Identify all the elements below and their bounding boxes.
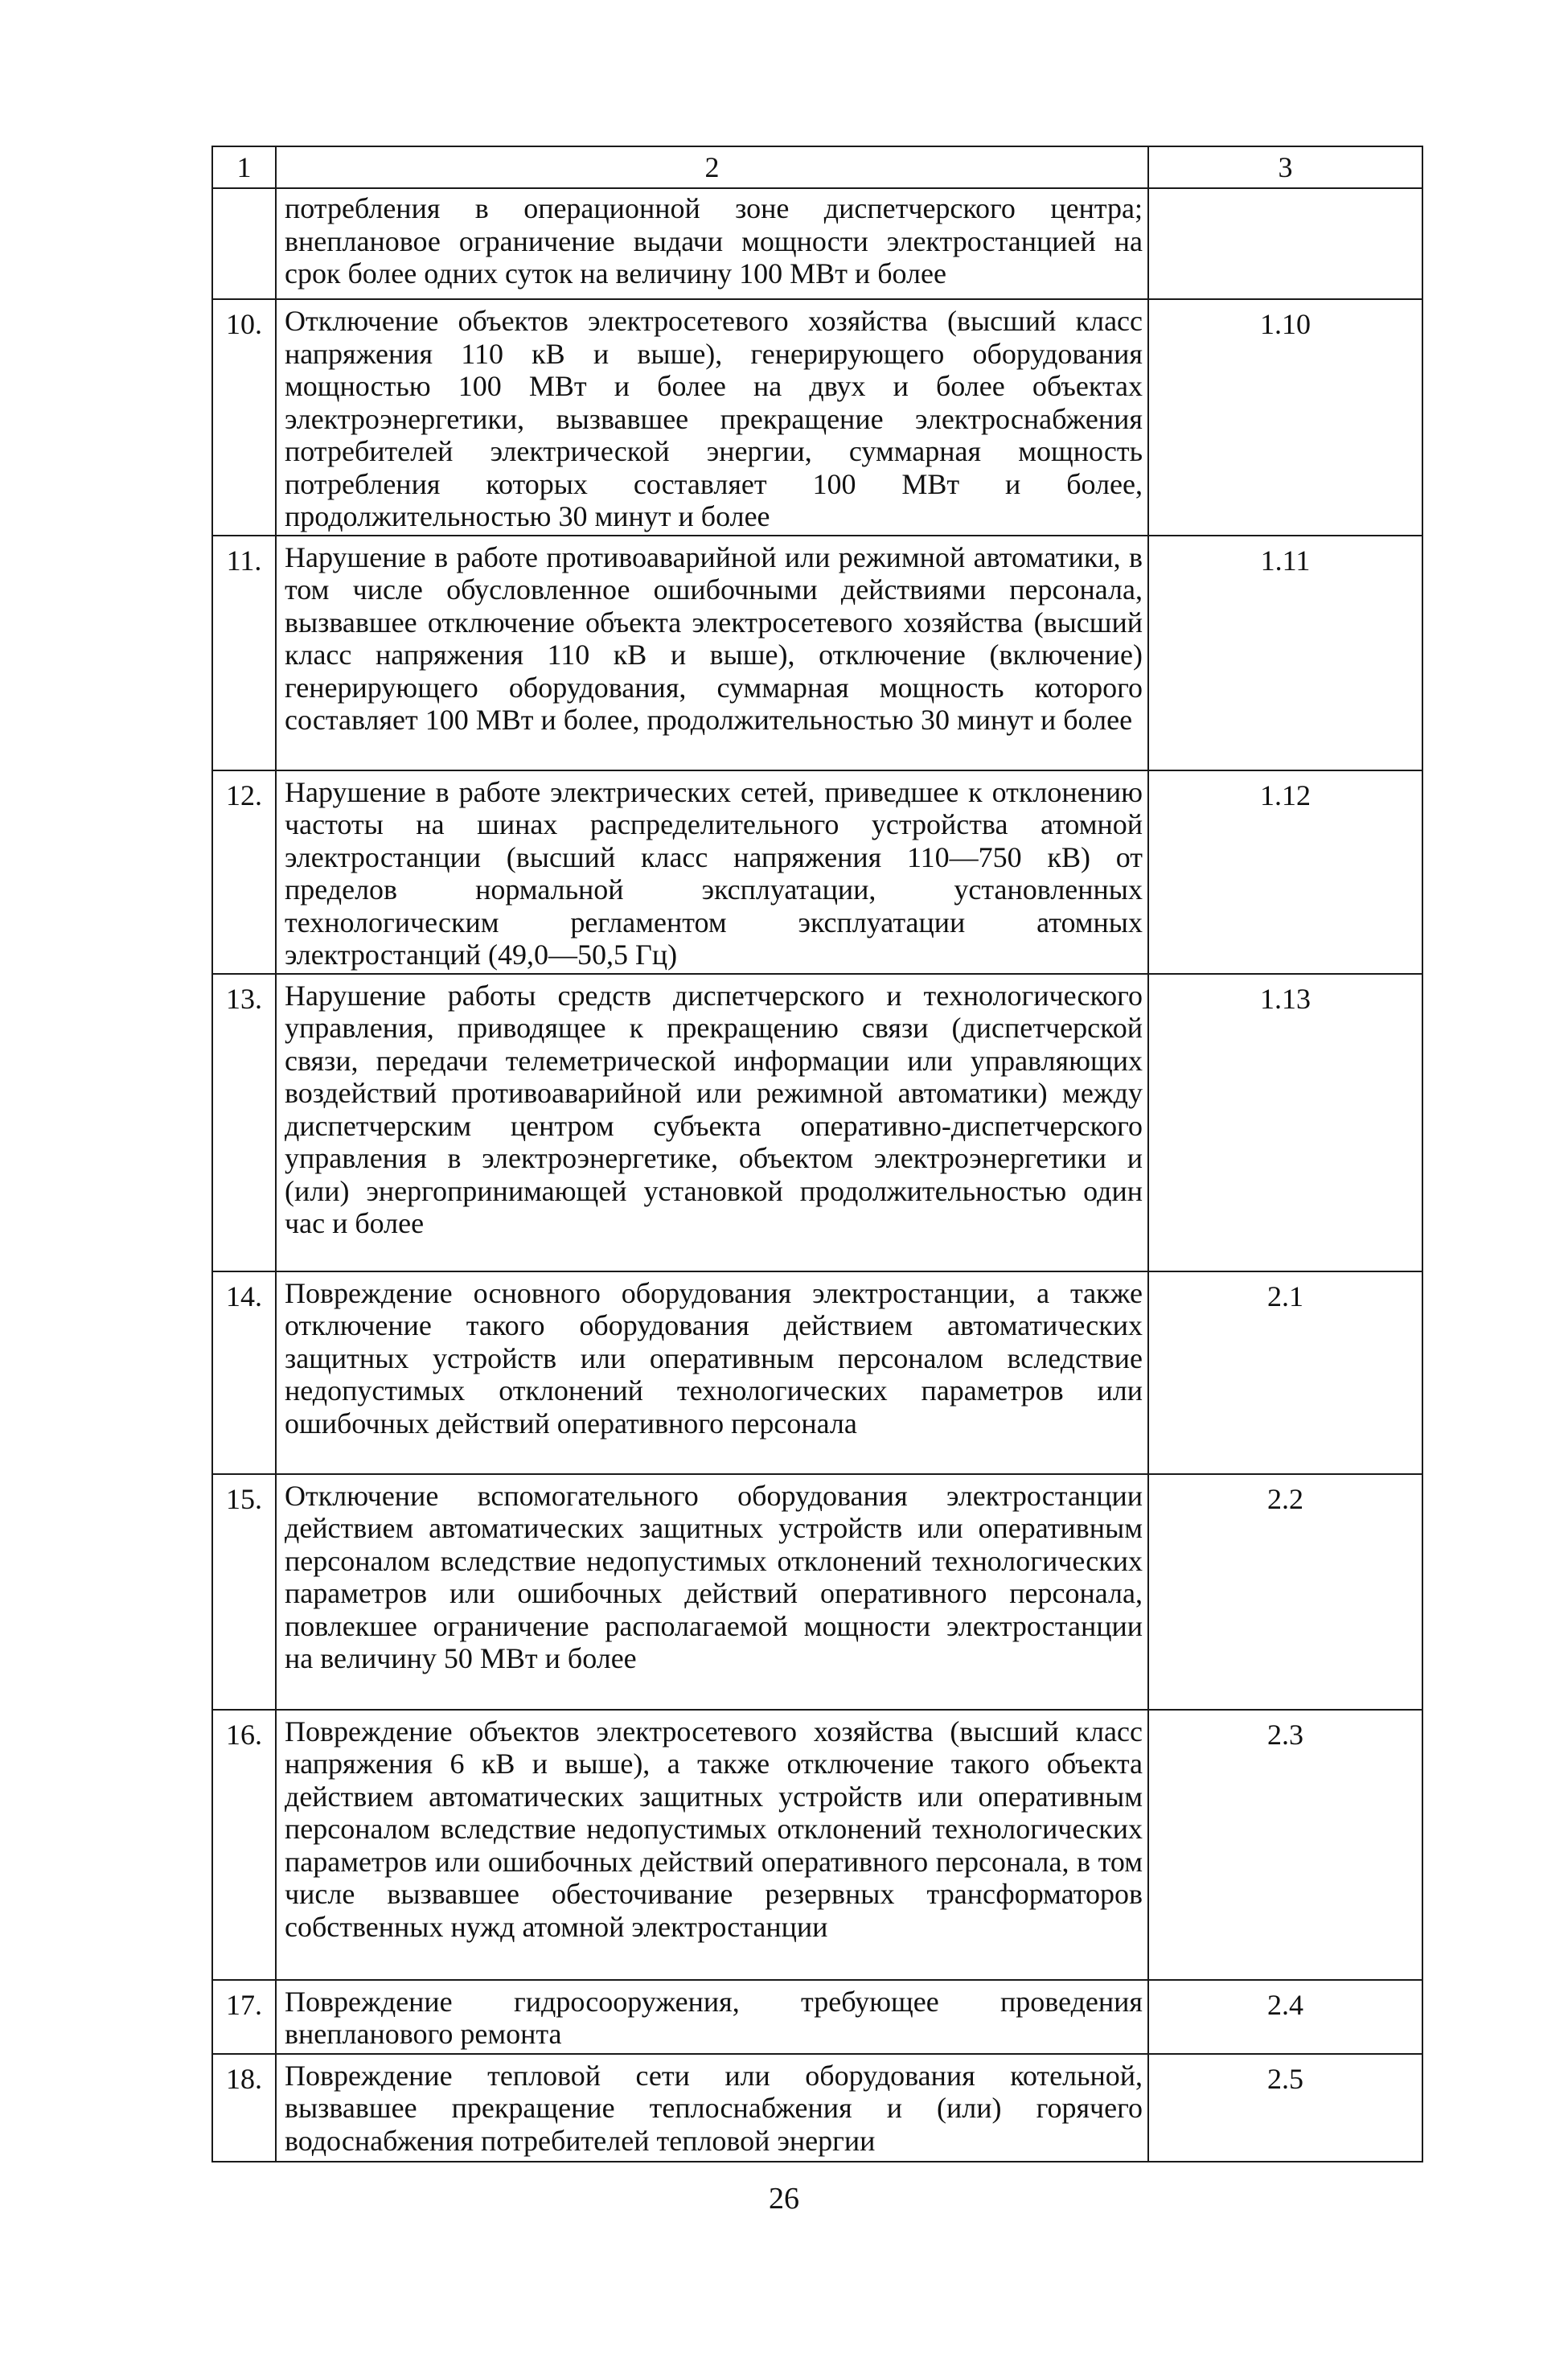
row-description: Повреждение объектов электросетевого хозяйства (высший класс напряжения 6 кВ и выше), а также отключение такого объекта действием автоматических защитных устройств или оперативным персоналом вследствие недопустимых отклонений технологических параметров или ошибочных действий оперативного персонала, в том числе вызвавшее обесточивание резервных трансформаторов собственных нужд атомной электростанции — [276, 1710, 1148, 1980]
row-number: 11. — [212, 536, 276, 770]
column-number-2: 2 — [276, 146, 1148, 188]
table-row-continuation — [212, 188, 1422, 299]
row-description: Отключение объектов электросетевого хозяйства (высший класс напряжения 110 кВ и выше), генерирующего оборудования мощностью 100 МВт и более на двух и более объектах электроэнергетики, вызвавшее прекращение электроснабжения потребителей электрической энергии, суммарная мощность потребления которых составляет 100 МВт и более, продолжительностью 30 минут и более — [276, 299, 1148, 536]
row-code — [1148, 188, 1422, 299]
row-code: 2.4 — [1148, 1980, 1422, 2054]
row-number: 10. — [212, 299, 276, 536]
table-row — [212, 2054, 1422, 2162]
row-description: Нарушение в работе электрических сетей, приведшее к отклонению частоты на шинах распределительного устройства атомной электростанции (высший класс напряжения 110—750 кВ) от пределов нормальной эксплуатации, установленных технологическим регламентом эксплуатации атомных электростанций (49,0—50,5 Гц) — [276, 770, 1148, 974]
row-code: 2.3 — [1148, 1710, 1422, 1980]
row-description: Нарушение работы средств диспетчерского и технологического управления, приводящее к прекращению связи (диспетчерской связи, передачи телеметрической информации или управляющих воздействий противоаварийной или режимной автоматики) между диспетчерским центром субъекта оперативно-диспетчерского управления в электроэнергетике, объектом электроэнергетики и (или) энергопринимающей установкой продолжительностью один час и более — [276, 974, 1148, 1271]
column-number-1: 1 — [212, 146, 276, 188]
row-code: 2.1 — [1148, 1271, 1422, 1474]
row-number: 12. — [212, 770, 276, 974]
table-row — [212, 974, 1422, 1271]
row-number: 16. — [212, 1710, 276, 1980]
row-description: Отключение вспомогательного оборудования электростанции действием автоматических защитных устройств или оперативным персоналом вследствие недопустимых отклонений технологических параметров или ошибочных действий оперативного персонала, повлекшее ограничение располагаемой мощности электростанции на величину 50 МВт и более — [276, 1474, 1148, 1710]
row-code: 1.12 — [1148, 770, 1422, 974]
row-number: 18. — [212, 2054, 276, 2162]
row-number: 17. — [212, 1980, 276, 2054]
table-row — [212, 1980, 1422, 2054]
incident-classification-table — [211, 146, 1423, 2162]
row-code: 1.13 — [1148, 974, 1422, 1271]
table-row — [212, 1710, 1422, 1980]
row-description: Повреждение тепловой сети или оборудования котельной, вызвавшее прекращение теплоснабжения и (или) горячего водоснабжения потребителей тепловой энергии — [276, 2054, 1148, 2162]
row-description: Нарушение в работе противоаварийной или режимной автоматики, в том числе обусловленное ошибочными действиями персонала, вызвавшее отключение объекта электросетевого хозяйства (высший класс напряжения 110 кВ и выше), отключение (включение) генерирующего оборудования, суммарная мощность которого составляет 100 МВт и более, продолжительностью 30 минут и более — [276, 536, 1148, 770]
table-header-row — [212, 146, 1422, 188]
row-description: Повреждение гидросооружения, требующее проведения внепланового ремонта — [276, 1980, 1148, 2054]
page-number: 26 — [769, 2182, 799, 2216]
table-row — [212, 299, 1422, 536]
table-row — [212, 770, 1422, 974]
row-description: потребления в операционной зоне диспетчерского центра; внеплановое ограничение выдачи мощности электростанцией на срок более одних суток на величину 100 МВт и более — [276, 188, 1148, 299]
row-code: 2.2 — [1148, 1474, 1422, 1710]
row-code: 1.11 — [1148, 536, 1422, 770]
table-row — [212, 536, 1422, 770]
row-number: 13. — [212, 974, 276, 1271]
row-number: 14. — [212, 1271, 276, 1474]
table-row — [212, 1271, 1422, 1474]
row-code: 2.5 — [1148, 2054, 1422, 2162]
row-number: 15. — [212, 1474, 276, 1710]
column-number-3: 3 — [1148, 146, 1422, 188]
row-number — [212, 188, 276, 299]
row-code: 1.10 — [1148, 299, 1422, 536]
row-description: Повреждение основного оборудования электростанции, а также отключение такого оборудования действием автоматических защитных устройств или оперативным персоналом вследствие недопустимых отклонений технологических параметров или ошибочных действий оперативного персонала — [276, 1271, 1148, 1474]
table-row — [212, 1474, 1422, 1710]
